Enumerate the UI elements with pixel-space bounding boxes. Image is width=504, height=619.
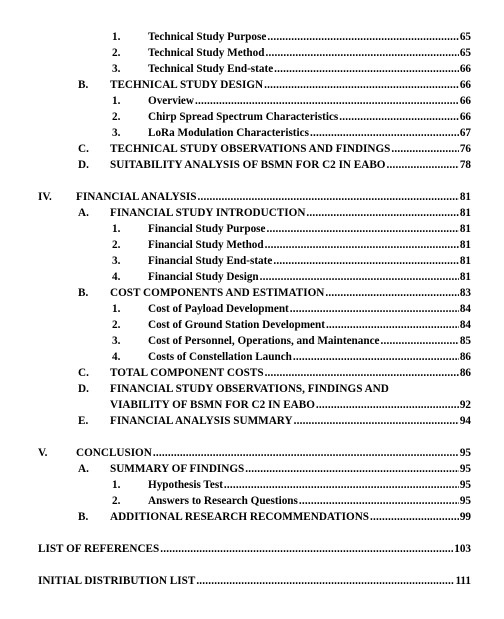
dot-leader	[245, 462, 459, 477]
toc-entry-label: Technical Study Method	[148, 47, 265, 59]
dot-leader	[339, 110, 459, 125]
toc-page-number: 78	[459, 159, 471, 171]
dot-leader	[299, 494, 459, 509]
dot-leader	[264, 78, 459, 93]
dot-leader	[391, 142, 458, 157]
toc-page-number: 95	[459, 447, 471, 459]
toc-page-number: 65	[459, 47, 471, 59]
toc-entry[interactable]	[148, 302, 471, 317]
toc-entry-number: E.	[78, 415, 89, 427]
toc-entry-label: LIST OF REFERENCES	[38, 543, 160, 555]
toc-entry[interactable]	[148, 350, 471, 365]
dot-leader	[370, 510, 459, 525]
toc-page-number: 83	[459, 287, 471, 299]
toc-entry[interactable]	[76, 446, 471, 461]
dot-leader	[306, 206, 458, 221]
toc-page-number: 86	[459, 351, 471, 363]
toc-entry-number: A.	[78, 463, 89, 475]
toc-entry-number: 3.	[112, 335, 121, 347]
toc-page-number: 95	[459, 495, 471, 507]
toc-page-number: 76	[459, 143, 471, 155]
toc-entry-number: 3.	[112, 255, 121, 267]
toc-entry[interactable]	[148, 126, 471, 141]
toc-page-number: 111	[455, 575, 471, 587]
toc-entry[interactable]	[148, 94, 471, 109]
toc-entry[interactable]	[148, 254, 471, 269]
toc-entry-label: Financial Study Design	[148, 271, 259, 283]
toc-entry-label: Chirp Spread Spectrum Characteristics	[148, 111, 339, 123]
toc-entry[interactable]	[148, 62, 471, 77]
toc-entry-number: 1.	[112, 303, 121, 315]
dot-leader	[153, 446, 459, 461]
dot-leader	[274, 62, 459, 77]
toc-page-number: 81	[459, 223, 471, 235]
dot-leader	[265, 366, 459, 381]
toc-page-number: 66	[459, 79, 471, 91]
toc-page-number: 103	[454, 543, 471, 555]
toc-entry-number: C.	[78, 367, 89, 379]
toc-page-number: 95	[459, 463, 471, 475]
toc-entry-label: SUITABILITY ANALYSIS OF BSMN FOR C2 IN EABO	[110, 159, 386, 171]
dot-leader	[326, 318, 459, 333]
toc-entry-number: 4.	[112, 271, 121, 283]
toc-entry[interactable]	[110, 206, 471, 221]
toc-entry[interactable]	[148, 334, 471, 349]
toc-page-number: 95	[459, 479, 471, 491]
toc-entry-label-line1: FINANCIAL STUDY OBSERVATIONS, FINDINGS AND	[110, 383, 389, 395]
toc-entry-label: FINANCIAL STUDY INTRODUCTION	[110, 207, 306, 219]
toc-page-number: 65	[459, 31, 471, 43]
dot-leader	[160, 542, 453, 557]
toc-entry-label: INITIAL DISTRIBUTION LIST	[38, 575, 196, 587]
toc-entry[interactable]	[148, 318, 471, 333]
toc-page-number: 66	[459, 95, 471, 107]
toc-entry-label: TOTAL COMPONENT COSTS	[110, 367, 264, 379]
toc-entry[interactable]	[110, 414, 471, 429]
toc-page-number: 81	[459, 207, 471, 219]
toc-entry[interactable]	[110, 510, 471, 525]
toc-entry[interactable]	[148, 478, 471, 493]
toc-entry-number: 1.	[112, 95, 121, 107]
toc-entry-label: Cost of Personnel, Operations, and Maintenance	[148, 335, 380, 347]
toc-page-number: 85	[459, 335, 471, 347]
dot-leader	[381, 334, 459, 349]
toc-page-number: 66	[459, 63, 471, 75]
toc-entry-label: COST COMPONENTS AND ESTIMATION	[110, 287, 325, 299]
toc-entry-number: A.	[78, 207, 89, 219]
toc-entry-label: LoRa Modulation Characteristics	[148, 127, 309, 139]
toc-page-number: 81	[459, 271, 471, 283]
toc-entry[interactable]	[148, 110, 471, 125]
toc-entry-number: D.	[78, 159, 89, 171]
toc-entry[interactable]	[148, 46, 471, 61]
dot-leader	[387, 158, 459, 173]
toc-entry-label: SUMMARY OF FINDINGS	[110, 463, 245, 475]
toc-entry[interactable]	[148, 30, 471, 45]
toc-page-number: 86	[459, 367, 471, 379]
dot-leader	[290, 302, 459, 317]
toc-entry-label: Overview	[148, 95, 194, 107]
toc-entry-label: Technical Study Purpose	[148, 31, 267, 43]
dot-leader	[293, 350, 459, 365]
toc-entry-label: Cost of Ground Station Development	[148, 319, 325, 331]
toc-entry[interactable]	[110, 462, 471, 477]
dot-leader	[273, 254, 458, 269]
dot-leader	[267, 222, 459, 237]
toc-entry-number: IV.	[38, 191, 52, 203]
dot-leader	[267, 30, 458, 45]
toc-entry-number: 2.	[112, 47, 121, 59]
toc-entry-number: 3.	[112, 127, 121, 139]
dot-leader	[196, 574, 454, 589]
toc-entry-number: B.	[78, 79, 89, 91]
dot-leader	[195, 94, 459, 109]
toc-entry-number: B.	[78, 511, 89, 523]
toc-entry[interactable]	[110, 158, 471, 173]
toc-entry-label: Financial Study Purpose	[148, 223, 266, 235]
toc-page-number: 94	[459, 415, 471, 427]
dot-leader	[260, 270, 459, 285]
toc-entry-number: 3.	[112, 63, 121, 75]
toc-page-number: 84	[459, 319, 471, 331]
toc-entry[interactable]	[148, 270, 471, 285]
toc-entry-label: Answers to Research Questions	[148, 495, 298, 507]
toc-entry-label: Costs of Constellation Launch	[148, 351, 292, 363]
toc-entry[interactable]	[110, 398, 471, 413]
dot-leader	[224, 478, 459, 493]
toc-entry-number: 1.	[112, 31, 121, 43]
toc-entry-label: Hypothesis Test	[148, 479, 223, 491]
toc-entry[interactable]	[110, 366, 471, 381]
dot-leader	[310, 126, 459, 141]
dot-leader	[316, 398, 459, 413]
toc-entry-number: D.	[78, 383, 89, 395]
toc-entry-label: VIABILITY OF BSMN FOR C2 IN EABO	[110, 399, 315, 411]
toc-entry[interactable]	[110, 78, 471, 93]
toc-page-number: 99	[459, 511, 471, 523]
toc-entry-number: 2.	[112, 319, 121, 331]
dot-leader	[294, 414, 459, 429]
toc-entry-number: V.	[38, 447, 48, 459]
toc-entry-label: CONCLUSION	[76, 447, 152, 459]
toc-page-number: 67	[459, 127, 471, 139]
toc-page-number: 81	[459, 239, 471, 251]
toc-entry-label: TECHNICAL STUDY OBSERVATIONS AND FINDINGS	[110, 143, 391, 155]
toc-entry[interactable]	[76, 190, 471, 205]
toc-page-number: 81	[459, 255, 471, 267]
toc-page-number: 81	[459, 191, 471, 203]
dot-leader	[265, 46, 458, 61]
dot-leader	[265, 238, 459, 253]
toc-entry[interactable]	[148, 222, 471, 237]
toc-entry-number: 2.	[112, 495, 121, 507]
toc-entry[interactable]	[38, 574, 471, 589]
toc-entry-label: Cost of Payload Development	[148, 303, 289, 315]
toc-entry-number: C.	[78, 143, 89, 155]
toc-entry-label: ADDITIONAL RESEARCH RECOMMENDATIONS	[110, 511, 369, 523]
toc-entry-number: 1.	[112, 223, 121, 235]
dot-leader	[325, 286, 458, 301]
toc-page-number: 84	[459, 303, 471, 315]
toc-entry[interactable]	[38, 542, 471, 557]
toc-entry-number: 2.	[112, 111, 121, 123]
toc-page-number: 92	[459, 399, 471, 411]
toc-entry-label: Financial Study Method	[148, 239, 264, 251]
toc-entry-label: Technical Study End-state	[148, 63, 274, 75]
toc-entry[interactable]	[110, 142, 471, 157]
toc-entry-number: 2.	[112, 239, 121, 251]
dot-leader	[198, 190, 459, 205]
toc-entry-number: B.	[78, 287, 89, 299]
toc-entry[interactable]	[148, 494, 471, 509]
toc-entry[interactable]	[110, 286, 471, 301]
toc-entry-label: FINANCIAL ANALYSIS SUMMARY	[110, 415, 293, 427]
toc-entry[interactable]	[148, 238, 471, 253]
toc-page-number: 66	[459, 111, 471, 123]
toc-entry-label: Financial Study End-state	[148, 255, 273, 267]
toc-entry-label: FINANCIAL ANALYSIS	[76, 191, 197, 203]
toc-entry-label: TECHNICAL STUDY DESIGN	[110, 79, 264, 91]
toc-entry-number: 1.	[112, 479, 121, 491]
toc-entry-number: 4.	[112, 351, 121, 363]
